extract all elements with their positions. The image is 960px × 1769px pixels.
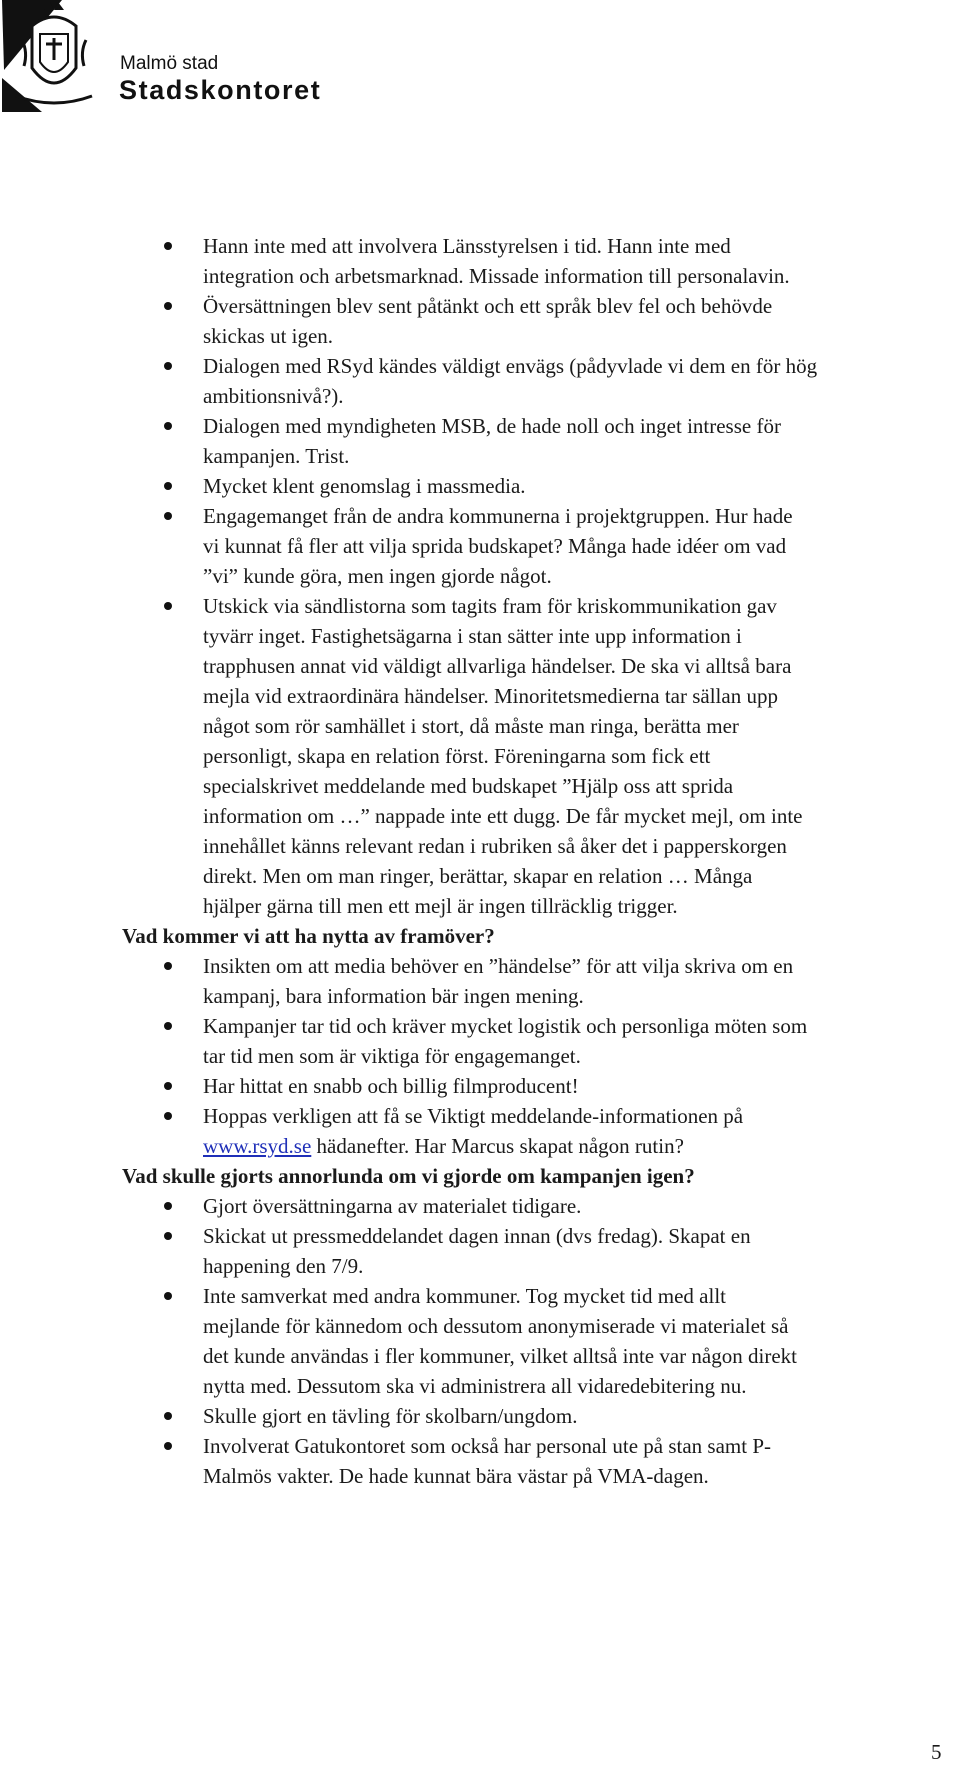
section-heading-do-differently: Vad skulle gjorts annorlunda om vi gjorde om kampanjen igen? bbox=[122, 1164, 695, 1188]
bullet-dot-icon bbox=[164, 1112, 172, 1120]
bullet-item bbox=[122, 1281, 960, 1401]
bullet-text-line: vi kunnat få fler att vilja sprida budskapet? Många hade idéer om vad bbox=[203, 534, 787, 558]
bullet-item bbox=[122, 1191, 960, 1221]
rsyd-website-link[interactable]: www.rsyd.se bbox=[203, 1134, 312, 1158]
bullet-text-line: happening den 7/9. bbox=[203, 1254, 364, 1278]
bullet-dot-icon bbox=[164, 242, 172, 250]
bullet-dot-icon bbox=[164, 482, 172, 490]
bullet-item bbox=[122, 591, 960, 921]
bullet-text-line: det kunde användas i fler kommuner, vilket alltså inte var någon direkt bbox=[203, 1344, 797, 1368]
bullet-text-line: direkt. Men om man ringer, berättar, skapar en relation … Många bbox=[203, 864, 753, 888]
bullet-dot-icon bbox=[164, 512, 172, 520]
bullet-dot-icon bbox=[164, 302, 172, 310]
bullet-text-line: Har hittat en snabb och billig filmproducent! bbox=[203, 1074, 579, 1098]
bullet-text-line: mejla vid extraordinära händelser. Minoritetsmedierna tar sällan upp bbox=[203, 684, 778, 708]
bullet-dot-icon bbox=[164, 602, 172, 610]
bullet-dot-icon bbox=[164, 1412, 172, 1420]
bullet-text-line: Involverat Gatukontoret som också har personal ute på stan samt P- bbox=[203, 1434, 772, 1458]
bullet-text-line: Hoppas verkligen att få se Viktigt meddelande-informationen på bbox=[203, 1104, 744, 1128]
bullet-text-line: Engagemanget från de andra kommunerna i projektgruppen. Hur hade bbox=[203, 504, 793, 528]
bullet-text-line: specialskrivet meddelande med budskapet ”Hjälp oss att sprida bbox=[203, 774, 734, 798]
organization-name: Malmö stad bbox=[120, 53, 219, 74]
bullet-text-line: ”vi” kunde göra, men ingen gjorde något. bbox=[203, 564, 552, 588]
bullet-text-line: Dialogen med myndigheten MSB, de hade noll och inget intresse för bbox=[203, 414, 781, 438]
bullet-item bbox=[122, 351, 960, 411]
do-differently-bullet-list bbox=[122, 1191, 960, 1491]
bullet-text-line: skickas ut igen. bbox=[203, 324, 334, 348]
bullet-text-line: Dialogen med RSyd kändes väldigt envägs (pådyvlade vi dem en för hög bbox=[203, 354, 818, 378]
bullet-text-line: hjälper gärna till men ett mejl är ingen tillräcklig trigger. bbox=[203, 894, 678, 918]
bullet-text-line: innehållet känns relevant redan i rubriken så åker det i papperskorgen bbox=[203, 834, 787, 858]
bullet-dot-icon bbox=[164, 962, 172, 970]
bullet-dot-icon bbox=[164, 1232, 172, 1240]
bullet-text-line: Översättningen blev sent påtänkt och ett språk blev fel och behövde bbox=[203, 294, 773, 318]
bullet-dot-icon bbox=[164, 1082, 172, 1090]
page-header bbox=[0, 0, 960, 120]
bullet-item bbox=[122, 1101, 960, 1161]
bullet-text-line: tar tid men som är viktiga för engagemanget. bbox=[203, 1044, 581, 1068]
lessons-bullet-list bbox=[122, 231, 960, 921]
bullet-text-line: ambitionsnivå?). bbox=[203, 384, 344, 408]
department-name: Stadskontoret bbox=[119, 75, 322, 105]
bullet-dot-icon bbox=[164, 1202, 172, 1210]
bullet-text-line: tyvärr inget. Fastighetsägarna i stan sätter inte upp information i bbox=[203, 624, 742, 648]
bullet-text-line: något som rör samhället i stort, då måste man ringa, berätta mer bbox=[203, 714, 739, 738]
bullet-text-line: Insikten om att media behöver en ”händelse” för att vilja skriva om en bbox=[203, 954, 794, 978]
bullet-dot-icon bbox=[164, 1292, 172, 1300]
malmo-coat-of-arms-logo bbox=[2, 0, 108, 112]
bullet-item bbox=[122, 1011, 960, 1071]
bullet-text-line: personligt, skapa en relation först. Föreningarna som fick ett bbox=[203, 744, 711, 768]
bullet-text-line: mejlande för kännedom och dessutom anonymiserade vi materialet så bbox=[203, 1314, 789, 1338]
bullet-text-line: Kampanjer tar tid och kräver mycket logistik och personliga möten som bbox=[203, 1014, 808, 1038]
document-body bbox=[122, 231, 960, 1491]
bullet-text-line: integration och arbetsmarknad. Missade information till personalavin. bbox=[203, 264, 790, 288]
bullet-item bbox=[122, 1431, 960, 1491]
bullet-item bbox=[122, 471, 960, 501]
bullet-text-line: trapphusen annat vid väldigt allvarliga händelser. De ska vi alltså bara bbox=[203, 654, 792, 678]
bullet-text-line: Malmös vakter. De hade kunnat bära västar på VMA-dagen. bbox=[203, 1464, 709, 1488]
bullet-text-line: Skickat ut pressmeddelandet dagen innan (dvs fredag). Skapat en bbox=[203, 1224, 751, 1248]
bullet-text-line: nytta med. Dessutom ska vi administrera all vidaredebitering nu. bbox=[203, 1374, 747, 1398]
bullet-text-line: Gjort översättningarna av materialet tidigare. bbox=[203, 1194, 582, 1218]
section-heading-future-benefit: Vad kommer vi att ha nytta av framöver? bbox=[122, 924, 495, 948]
bullet-dot-icon bbox=[164, 1022, 172, 1030]
bullet-dot-icon bbox=[164, 422, 172, 430]
bullet-item bbox=[122, 1401, 960, 1431]
bullet-item bbox=[122, 951, 960, 1011]
bullet-text-line: Inte samverkat med andra kommuner. Tog mycket tid med allt bbox=[203, 1284, 727, 1308]
bullet-item bbox=[122, 501, 960, 591]
bullet-item bbox=[122, 411, 960, 471]
bullet-text-line: Skulle gjort en tävling för skolbarn/ungdom. bbox=[203, 1404, 578, 1428]
bullet-text-line bbox=[203, 1131, 960, 1161]
bullet-text-line: Hann inte med att involvera Länsstyrelsen i tid. Hann inte med bbox=[203, 234, 731, 258]
future-benefit-bullet-list bbox=[122, 951, 960, 1161]
bullet-text-line: Mycket klent genomslag i massmedia. bbox=[203, 474, 526, 498]
bullet-text-line: Utskick via sändlistorna som tagits fram för kriskommunikation gav bbox=[203, 594, 777, 618]
page-number: 5 bbox=[931, 1740, 942, 1764]
bullet-item bbox=[122, 231, 960, 291]
bullet-text-rest: hädanefter. Har Marcus skapat någon rutin? bbox=[311, 1134, 684, 1158]
bullet-text-line: kampanjen. Trist. bbox=[203, 444, 350, 468]
bullet-dot-icon bbox=[164, 1442, 172, 1450]
bullet-item bbox=[122, 1071, 960, 1101]
bullet-item bbox=[122, 291, 960, 351]
bullet-text-line: kampanj, bara information bär ingen mening. bbox=[203, 984, 584, 1008]
bullet-text-line: information om …” nappade inte ett dugg. De får mycket mejl, om inte bbox=[203, 804, 803, 828]
bullet-dot-icon bbox=[164, 362, 172, 370]
bullet-item bbox=[122, 1221, 960, 1281]
